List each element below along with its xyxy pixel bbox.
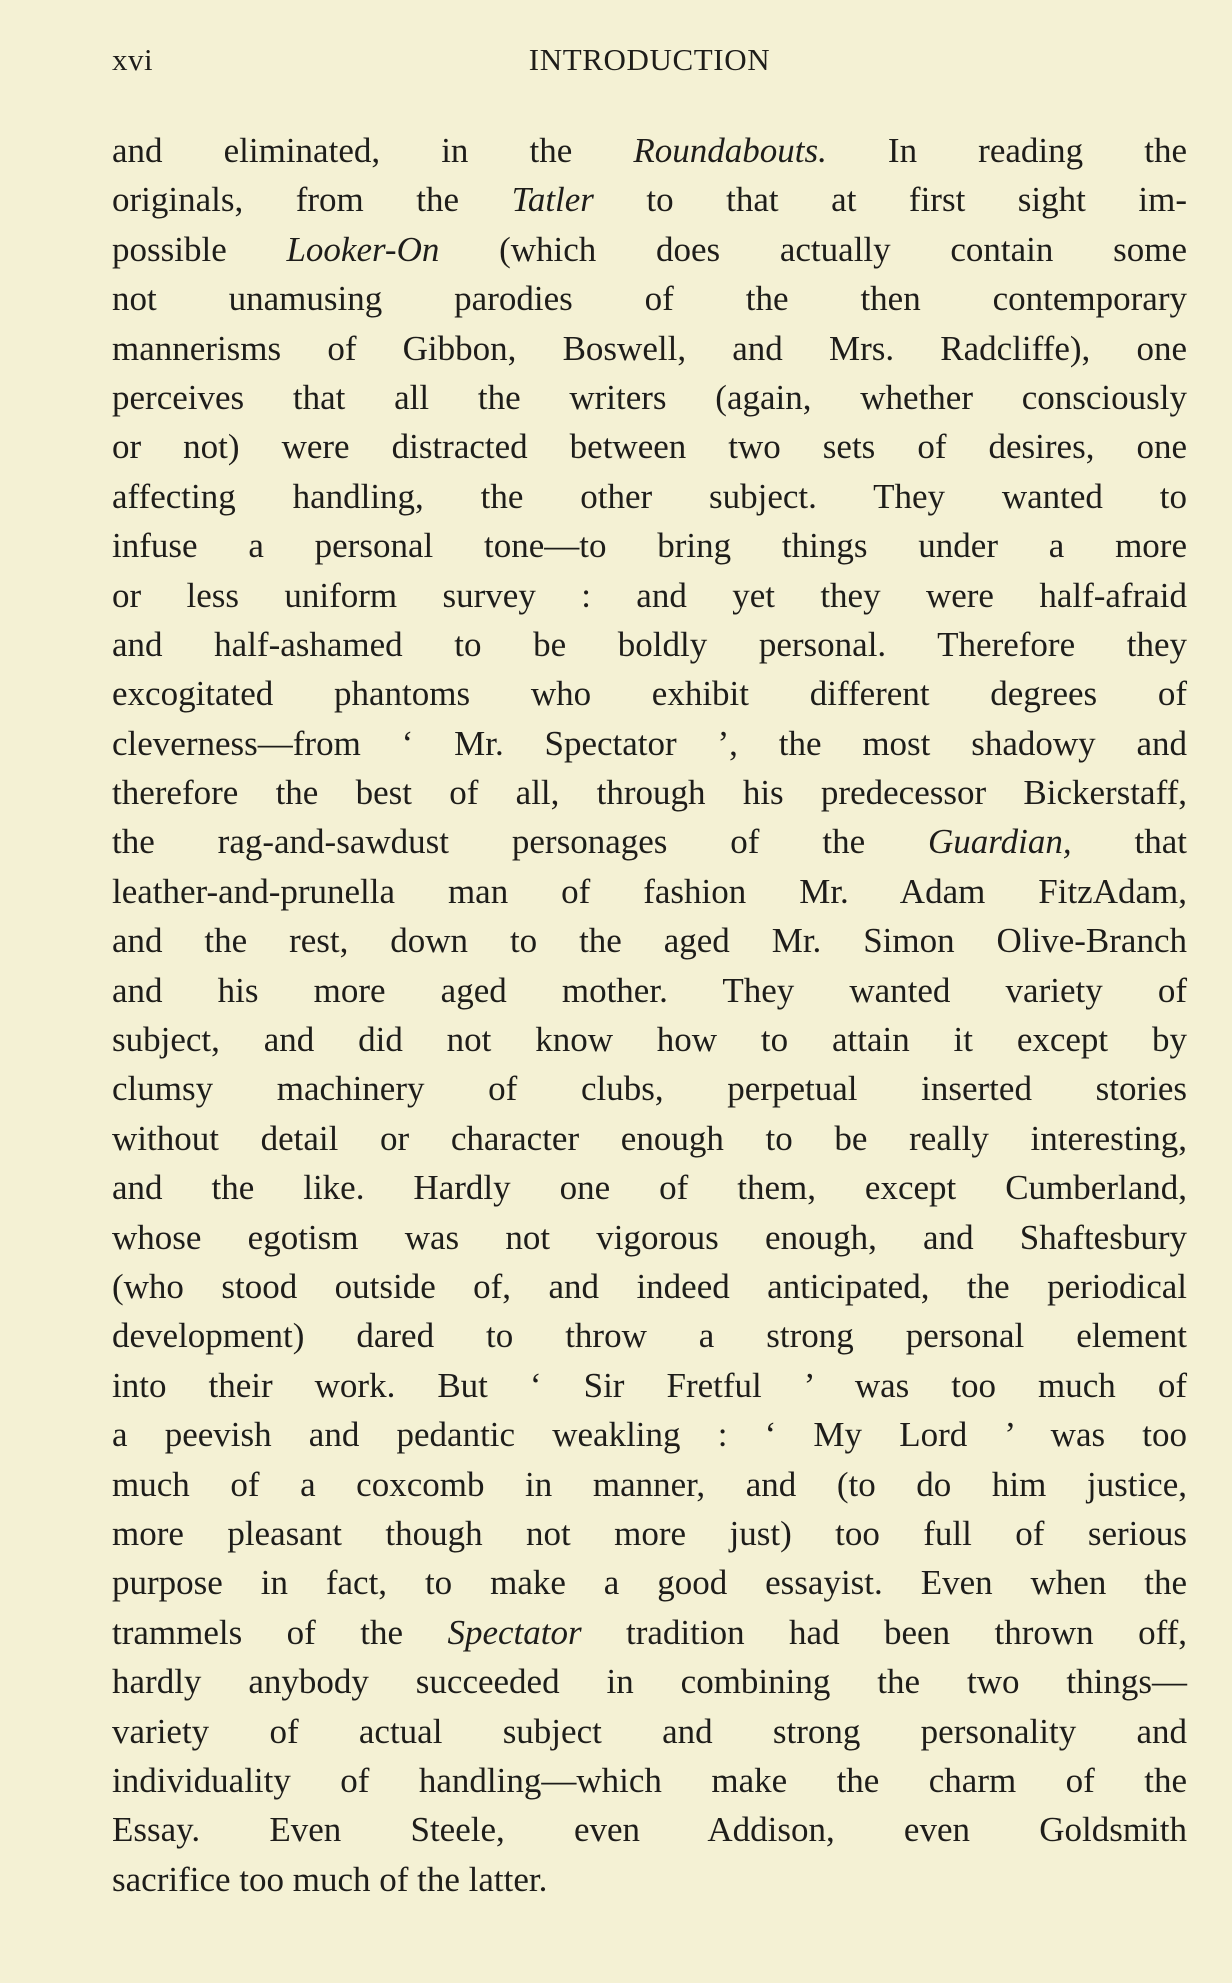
italic-title: Spectator (447, 1612, 582, 1652)
text-line: or less uniform survey : and yet they were half-afraid (112, 575, 1187, 615)
text-line: Essay. Even Steele, even Addison, even Goldsmith (112, 1810, 1187, 1850)
running-head (112, 42, 1187, 92)
text-line: a peevish and pedantic weakling : ‘ My Lord ’ was too (112, 1415, 1187, 1455)
text-line: purpose in fact, to make a good essayist. Even when the (112, 1563, 1187, 1603)
text-line: possible Looker-On (which does actually contain some (112, 229, 1187, 269)
text-line: perceives that all the writers (again, whether consciously (112, 377, 1187, 417)
text-line: without detail or character enough to be really interesting, (112, 1118, 1187, 1158)
italic-title: Looker-On (286, 229, 440, 269)
italic-title: Guardian, (928, 822, 1072, 862)
text-line: excogitated phantoms who exhibit different degrees of (112, 674, 1187, 714)
text-line: and eliminated, in the Roundabouts. In reading the (112, 131, 1187, 170)
text-line: leather-and-prunella man of fashion Mr. Adam FitzAdam, (112, 871, 1187, 911)
text-line: and his more aged mother. They wanted variety of (112, 970, 1187, 1010)
text-line: whose egotism was not vigorous enough, and Shaftesbury (112, 1217, 1187, 1257)
text-line: and half-ashamed to be boldly personal. Therefore they (112, 624, 1187, 664)
text-line: into their work. But ‘ Sir Fretful ’ was too much of (112, 1365, 1187, 1405)
running-title: INTRODUCTION (528, 42, 771, 77)
text-line: more pleasant though not more just) too full of serious (112, 1513, 1187, 1553)
text-line: variety of actual subject and strong personality and (112, 1711, 1187, 1751)
text-line: or not) were distracted between two sets of desires, one (112, 427, 1187, 467)
text-line: and the rest, down to the aged Mr. Simon Olive-Branch (112, 921, 1187, 961)
text-line: mannerisms of Gibbon, Boswell, and Mrs. Radcliffe), one (112, 328, 1187, 368)
text-line: affecting handling, the other subject. They wanted to (112, 476, 1187, 516)
text-line: clumsy machinery of clubs, perpetual inserted stories (112, 1069, 1187, 1109)
text-line: subject, and did not know how to attain it except by (112, 1020, 1187, 1060)
text-line: (who stood outside of, and indeed anticipated, the periodical (112, 1266, 1187, 1306)
italic-title: Tatler (511, 180, 594, 220)
text-line: originals, from the Tatler to that at first sight im- (112, 180, 1187, 220)
text-line: individuality of handling—which make the charm of the (112, 1760, 1187, 1800)
text-line: the rag-and-sawdust personages of the Guardian, that (112, 822, 1188, 862)
body-paragraph (112, 126, 1187, 1904)
page-number: xvi (112, 42, 154, 77)
text-line: cleverness—from ‘ Mr. Spectator ’, the most shadowy and (112, 723, 1187, 763)
text-line: therefore the best of all, through his predecessor Bickerstaff, (112, 773, 1187, 813)
text-line: not unamusing parodies of the then contemporary (112, 279, 1187, 319)
text-line: hardly anybody succeeded in combining the two things— (112, 1662, 1187, 1702)
text-line: development) dared to throw a strong personal element (112, 1316, 1187, 1356)
text-line: infuse a personal tone—to bring things under a more (112, 526, 1187, 566)
text-line: sacrifice too much of the latter. (112, 1859, 548, 1899)
text-line: much of a coxcomb in manner, and (to do him justice, (112, 1464, 1187, 1504)
text-line: trammels of the Spectator tradition had been thrown off, (112, 1612, 1188, 1652)
italic-title: Roundabouts. (633, 131, 827, 170)
text-line: and the like. Hardly one of them, except Cumberland, (112, 1168, 1187, 1208)
